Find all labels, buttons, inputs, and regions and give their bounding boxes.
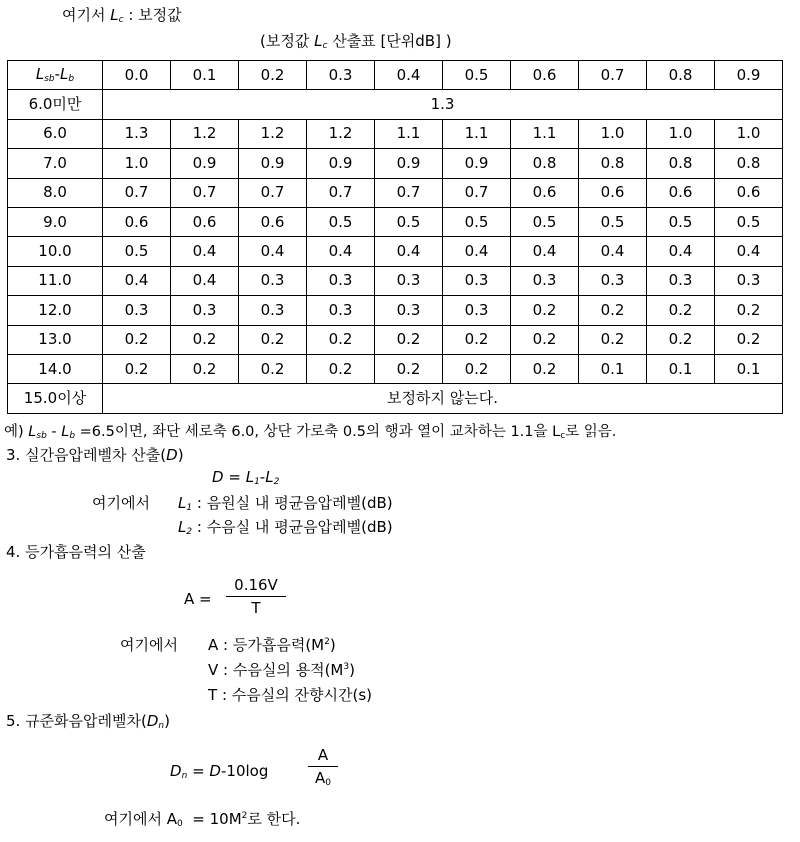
table-cell: 0.2	[647, 325, 715, 354]
table-cell: 0.4	[171, 266, 239, 295]
row-label: 14.0	[8, 354, 103, 383]
table-cell: 0.2	[103, 325, 171, 354]
table-cell: 0.8	[647, 149, 715, 178]
table-cell: 0.6	[579, 178, 647, 207]
row-label: 6.0미만	[8, 90, 103, 119]
def-t-text: : 수음실의 잔향시간(s)	[221, 686, 372, 704]
table-cell: 0.4	[103, 266, 171, 295]
table-cell: 0.1	[647, 354, 715, 383]
table-cell: 1.1	[375, 119, 443, 148]
table-cell: 0.5	[579, 207, 647, 236]
def-v-close: )	[349, 661, 355, 679]
intro-line	[62, 4, 182, 25]
column-header: 0.1	[171, 61, 239, 90]
header-symbol-b: L	[60, 64, 69, 83]
table-cell: 0.5	[647, 207, 715, 236]
table-cell: 1.2	[307, 119, 375, 148]
header-corner-cell	[8, 61, 103, 90]
intro-prefix: 여기서	[62, 6, 106, 24]
column-header: 0.6	[511, 61, 579, 90]
table-row	[8, 207, 783, 236]
table-cell: 0.2	[443, 325, 511, 354]
example-sub2: b	[69, 431, 76, 441]
table-cell: 0.7	[239, 178, 307, 207]
table-cell: 0.6	[239, 207, 307, 236]
table-cell: 0.7	[375, 178, 443, 207]
table-cell: 0.5	[715, 207, 783, 236]
caption-rest: 산출표 [단위dB] )	[332, 32, 452, 50]
table-cell: 1.0	[103, 149, 171, 178]
table-row	[8, 325, 783, 354]
table-cell: 1.2	[239, 119, 307, 148]
def-v-symbol: V	[208, 661, 219, 679]
section4-where: 여기에서	[120, 636, 178, 654]
table-cell: 0.3	[307, 266, 375, 295]
fraction5-denominator-a: A	[315, 769, 326, 787]
final-end: 로 한다.	[247, 810, 301, 828]
final-sub: 0	[177, 819, 183, 829]
section4-fraction	[226, 576, 286, 617]
formula5-equals: =	[192, 762, 205, 780]
row-label: 7.0	[8, 149, 103, 178]
def-a-close: )	[329, 636, 336, 654]
section4-formula-lhs: A =	[184, 590, 212, 608]
section5-fraction	[308, 746, 338, 788]
table-row	[8, 149, 783, 178]
table-cell: 0.5	[103, 237, 171, 266]
table-cell: 0.6	[715, 178, 783, 207]
table-cell: 0.4	[307, 237, 375, 266]
section3-def2	[178, 516, 393, 537]
def-v-text: : 수음실의 용적(M	[223, 661, 344, 679]
table-cell: 0.9	[375, 149, 443, 178]
row-label: 9.0	[8, 207, 103, 236]
table-cell: 0.3	[375, 266, 443, 295]
section5-heading-sub: n	[158, 721, 165, 731]
caption-symbol: L	[314, 32, 323, 50]
table-cell: 0.2	[239, 354, 307, 383]
table-cell: 0.9	[443, 149, 511, 178]
table-header-row	[8, 61, 783, 90]
section5-final-line	[104, 808, 300, 829]
section3-heading-text: 3. 실간음압레벨차 산출(	[6, 446, 167, 464]
table-cell: 0.7	[103, 178, 171, 207]
table-cell: 0.5	[375, 207, 443, 236]
fraction-bar	[226, 596, 286, 597]
table-cell: 0.5	[307, 207, 375, 236]
formula-equals: =	[228, 468, 241, 486]
table-cell: 0.3	[647, 266, 715, 295]
def-a-sup: 2	[324, 637, 330, 647]
section5-heading-symbol: D	[146, 712, 159, 730]
column-header: 0.8	[647, 61, 715, 90]
row-label: 6.0	[8, 119, 103, 148]
formula-l2: L	[265, 468, 274, 486]
section5-formula	[170, 762, 268, 781]
caption-symbol-sub: c	[322, 41, 328, 51]
table-cell: 0.2	[171, 325, 239, 354]
table-cell: 0.1	[579, 354, 647, 383]
final-sup: 2	[241, 811, 248, 821]
section4-def1	[208, 634, 336, 655]
def1-text: : 음원실 내 평균음압레벨(dB)	[196, 494, 393, 512]
table-cell: 0.4	[647, 237, 715, 266]
formula-l1: L	[245, 468, 255, 486]
final-where: 여기에서	[104, 810, 162, 828]
table-cell: 0.8	[511, 149, 579, 178]
table-cell: 0.2	[715, 325, 783, 354]
table-cell: 1.0	[647, 119, 715, 148]
table-cell: 0.9	[307, 149, 375, 178]
table-cell: 0.8	[715, 149, 783, 178]
table-cell: 0.6	[647, 178, 715, 207]
table-cell: 0.6	[171, 207, 239, 236]
def-v-sup: 3	[343, 662, 350, 672]
table-cell: 0.4	[239, 237, 307, 266]
table-row	[8, 266, 783, 295]
section4-heading: 4. 등가흡음력의 산출	[6, 543, 146, 561]
intro-symbol: L	[110, 6, 119, 24]
fraction5-denominator-sub: 0	[325, 778, 331, 788]
table-cell: 0.2	[375, 354, 443, 383]
table-cell: 0.4	[375, 237, 443, 266]
section3-def1	[178, 492, 393, 513]
table-cell: 0.2	[511, 325, 579, 354]
table-cell: 0.4	[443, 237, 511, 266]
row-label: 8.0	[8, 178, 103, 207]
formula-d: D	[212, 468, 224, 486]
table-cell: 0.2	[579, 296, 647, 325]
header-dash: -	[54, 64, 61, 83]
example-dash: -	[51, 424, 57, 440]
fraction5-denominator	[308, 769, 338, 788]
section4-def2	[208, 659, 355, 680]
formula-dn-sub: n	[181, 771, 188, 781]
table-row	[8, 296, 783, 325]
table-cell: 0.2	[375, 325, 443, 354]
table-cell: 1.2	[171, 119, 239, 148]
table-cell: 0.2	[103, 354, 171, 383]
table-row-below-6	[8, 90, 783, 119]
table-cell: 0.3	[715, 266, 783, 295]
example-end: 로 읽음.	[565, 424, 617, 440]
table-row-15-plus	[8, 384, 783, 413]
table-cell: 0.3	[239, 266, 307, 295]
table-cell: 0.3	[307, 296, 375, 325]
section3-where: 여기에서	[92, 494, 150, 512]
table-cell: 0.2	[511, 354, 579, 383]
column-header: 0.3	[307, 61, 375, 90]
final-symbol: A	[166, 810, 178, 828]
example-sym1: L	[28, 424, 37, 440]
formula-minus: -	[259, 468, 266, 486]
header-sub-b: b	[68, 73, 75, 84]
table-cell: 0.4	[511, 237, 579, 266]
section5-heading-close: )	[164, 712, 170, 730]
def1-sub: 1	[186, 503, 193, 513]
fraction5-bar	[308, 766, 338, 767]
table-cell: 0.4	[715, 237, 783, 266]
formula5-log: -10log	[220, 762, 269, 780]
def-a-text: : 등가흡음력(M	[223, 636, 325, 654]
merged-value-cell: 보정하지 않는다.	[103, 384, 783, 413]
table-cell: 0.7	[171, 178, 239, 207]
table-cell: 0.2	[307, 325, 375, 354]
table-cell: 1.1	[511, 119, 579, 148]
table-cell: 1.1	[443, 119, 511, 148]
table-cell: 1.0	[715, 119, 783, 148]
column-header: 0.0	[103, 61, 171, 90]
final-text: = 10M	[192, 810, 242, 828]
section3-heading-symbol: D	[166, 446, 178, 464]
table-row	[8, 237, 783, 266]
section5-heading-text: 5. 규준화음압레벨차(	[6, 712, 147, 730]
table-row	[8, 119, 783, 148]
header-sub-a: sb	[44, 73, 55, 84]
table-cell: 0.3	[511, 266, 579, 295]
column-header: 0.9	[715, 61, 783, 90]
table-cell: 0.3	[443, 296, 511, 325]
section3-heading-close: )	[177, 446, 184, 464]
def2-text: : 수음실 내 평균음압레벨(dB)	[196, 518, 393, 536]
section3-heading	[6, 444, 184, 465]
row-label: 11.0	[8, 266, 103, 295]
example-sym2: L	[61, 424, 70, 440]
example-line	[4, 420, 616, 441]
correction-table	[7, 60, 783, 414]
def-a-symbol: A	[208, 636, 219, 654]
intro-suffix: : 보정값	[128, 6, 182, 24]
header-symbol-a: L	[35, 64, 45, 83]
table-cell: 0.4	[171, 237, 239, 266]
table-cell: 0.6	[103, 207, 171, 236]
section5-heading	[6, 710, 170, 731]
caption-open: (보정값	[260, 32, 310, 50]
def-t-symbol: T	[208, 686, 218, 704]
def2-symbol: L	[178, 518, 187, 536]
example-prefix: 예)	[4, 424, 24, 440]
table-cell: 0.2	[511, 296, 579, 325]
column-header: 0.2	[239, 61, 307, 90]
section3-formula	[212, 468, 279, 487]
table-cell: 0.3	[171, 296, 239, 325]
table-cell: 0.3	[375, 296, 443, 325]
column-header: 0.7	[579, 61, 647, 90]
table-cell: 0.2	[307, 354, 375, 383]
row-label: 12.0	[8, 296, 103, 325]
def1-symbol: L	[178, 494, 187, 512]
table-cell: 0.9	[171, 149, 239, 178]
example-sub1: sb	[36, 431, 47, 441]
fraction5-numerator: A	[317, 746, 329, 764]
row-label: 15.0이상	[8, 384, 103, 413]
table-cell: 0.3	[239, 296, 307, 325]
example-sub3: c	[560, 431, 566, 441]
def2-sub: 2	[186, 527, 193, 537]
table-row	[8, 178, 783, 207]
table-cell: 0.2	[171, 354, 239, 383]
table-cell: 0.2	[715, 296, 783, 325]
table-cell: 0.3	[443, 266, 511, 295]
table-cell: 0.2	[239, 325, 307, 354]
table-cell: 0.2	[579, 325, 647, 354]
table-cell: 0.3	[579, 266, 647, 295]
table-cell: 0.3	[103, 296, 171, 325]
fraction-numerator: 0.16V	[234, 576, 278, 594]
table-cell: 0.7	[443, 178, 511, 207]
table-cell: 0.7	[307, 178, 375, 207]
fraction-denominator: T	[251, 599, 261, 617]
table-cell: 0.8	[579, 149, 647, 178]
table-cell: 0.5	[511, 207, 579, 236]
formula-dn: D	[170, 762, 182, 780]
table-cell: 0.5	[443, 207, 511, 236]
table-cell: 0.1	[715, 354, 783, 383]
column-header: 0.4	[375, 61, 443, 90]
table-cell: 0.4	[579, 237, 647, 266]
table-cell: 0.2	[443, 354, 511, 383]
table-cell: 1.3	[103, 119, 171, 148]
merged-value-cell: 1.3	[103, 90, 783, 119]
table-cell: 1.0	[579, 119, 647, 148]
formula5-d: D	[209, 762, 221, 780]
example-mid: =6.5이면, 좌단 세로축 6.0, 상단 가로축 0.5의 행과 열이 교차하는 1.1을 L	[79, 424, 561, 440]
intro-symbol-sub: c	[118, 15, 124, 25]
row-label: 13.0	[8, 325, 103, 354]
table-cell: 0.9	[239, 149, 307, 178]
column-header: 0.5	[443, 61, 511, 90]
table-cell: 0.6	[511, 178, 579, 207]
table-caption	[260, 30, 452, 51]
formula-l1-sub: 1	[254, 477, 260, 487]
section4-def3	[208, 684, 372, 705]
formula-l2-sub: 2	[273, 477, 280, 487]
table-cell: 0.2	[647, 296, 715, 325]
table-row	[8, 354, 783, 383]
row-label: 10.0	[8, 237, 103, 266]
